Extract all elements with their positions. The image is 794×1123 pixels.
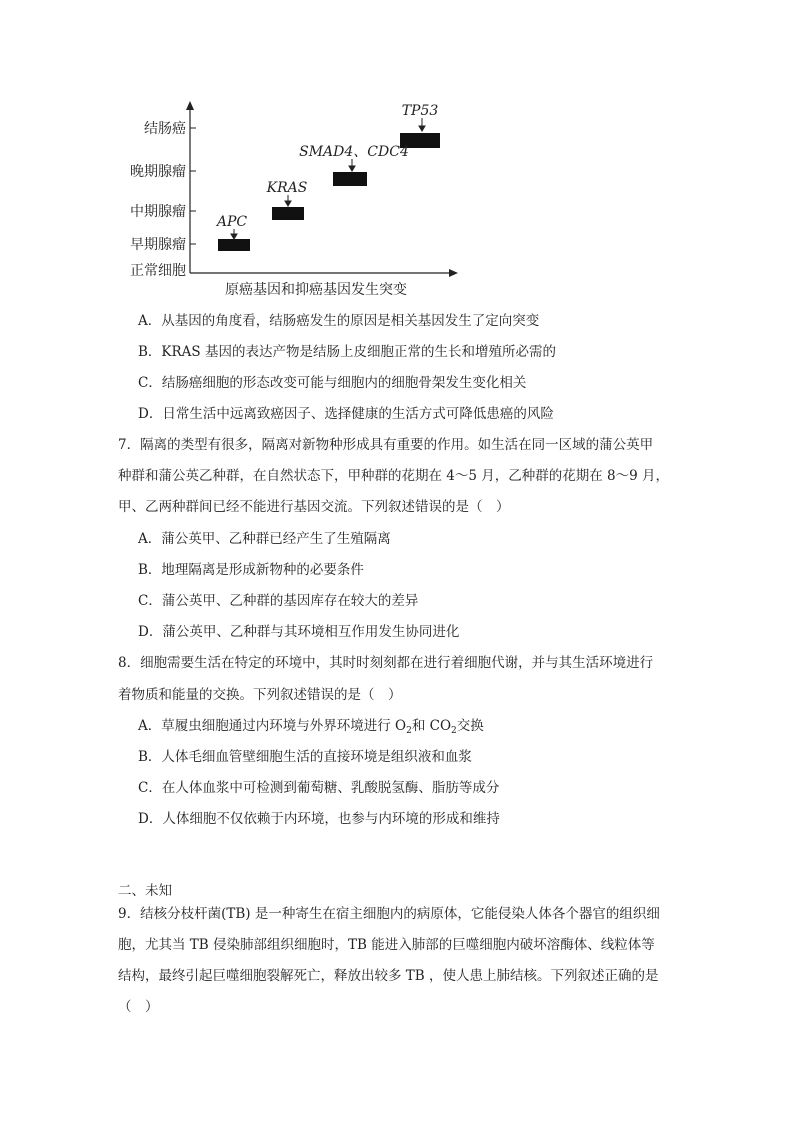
q7-stem-line-1: 7．隔离的类型有很多，隔离对新物种形成具有重要的作用。如生活在同一区域的蒲公英甲 (118, 437, 654, 453)
x-axis-label: 原癌基因和抑癌基因发生突变 (225, 282, 407, 298)
q9-stem-line-4: （ ） (118, 999, 159, 1015)
bar-kras (272, 207, 304, 220)
gene-label-kras: KRAS (266, 180, 308, 196)
stage-label-early-adenoma: 早期腺瘤 (130, 237, 186, 253)
q7-stem-line-3: 甲、乙两种群间已经不能进行基因交流。下列叙述错误的是（ ） (118, 499, 510, 515)
stage-label-late-adenoma: 晚期腺瘤 (130, 164, 186, 180)
q7-option-d: D．蒲公英甲、乙种群与其环境相互作用发生协同进化 (138, 624, 460, 640)
q8-stem-line-1: 8．细胞需要生活在特定的环境中，其时时刻刻都在进行着细胞代谢，并与其生活环境进行 (118, 655, 654, 671)
q6-option-c: C．结肠癌细胞的形态改变可能与细胞内的细胞骨架发生变化相关 (138, 375, 527, 391)
q8-option-d: D．人体细胞不仅依赖于内环境，也参与内环境的形成和维持 (138, 811, 500, 827)
q9-stem-line-3: 结构，最终引起巨噬细胞裂解死亡，释放出较多 TB ，使人患上肺结核。下列叙述正确的是 (118, 968, 659, 984)
stage-label-normal-cell: 正常细胞 (130, 263, 186, 279)
stage-label-mid-adenoma: 中期腺瘤 (130, 204, 186, 220)
stage-label-colon-cancer: 结肠癌 (144, 121, 186, 137)
gene-label-tp53: TP53 (401, 103, 439, 119)
q8-stem-line-2: 着物质和能量的交换。下列叙述错误的是（ ） (118, 687, 402, 703)
cancer-progression-figure (100, 95, 480, 305)
bar-smad4-cdc4 (333, 172, 367, 186)
q6-option-b: B．KRAS 基因的表达产物是结肠上皮细胞正常的生长和增殖所必需的 (138, 344, 556, 360)
bar-apc (218, 239, 250, 251)
q8-option-a: A．草履虫细胞通过内环境与外界环境进行 $O_2$和 $CO_2$交换 (138, 718, 484, 736)
q9-stem-line-1: 9．结核分枝杆菌(TB) 是一种寄生在宿主细胞内的病原体，它能侵染人体各个器官的组织细 (118, 906, 660, 922)
q7-option-b: B．地理隔离是形成新物种的必要条件 (138, 562, 364, 578)
q7-option-c: C．蒲公英甲、乙种群的基因库存在较大的差异 (138, 593, 419, 609)
q7-option-a: A．蒲公英甲、乙种群已经产生了生殖隔离 (138, 531, 391, 547)
y-axis-arrow (186, 101, 194, 110)
q7-stem-line-2: 种群和蒲公英乙种群，在自然状态下，甲种群的花期在 4～5 月，乙种群的花期在 8～9 月， (118, 468, 670, 484)
q6-option-a: A．从基因的角度看，结肠癌发生的原因是相关基因发生了定向突变 (138, 313, 540, 329)
section-heading: 二、未知 (118, 883, 172, 899)
gene-label-apc: APC (216, 214, 248, 230)
x-axis-arrow (449, 269, 458, 277)
q8-option-c: C．在人体血浆中可检测到葡萄糖、乳酸脱氢酶、脂肪等成分 (138, 780, 500, 796)
q8-option-b: B．人体毛细血管壁细胞生活的直接环境是组织液和血浆 (138, 749, 472, 765)
q6-option-d: D．日常生活中远离致癌因子、选择健康的生活方式可降低患癌的风险 (138, 406, 554, 422)
gene-label-smad4-cdc4: SMAD4、CDC4 (299, 144, 409, 160)
q9-stem-line-2: 胞，尤其当 TB 侵染肺部组织细胞时，TB 能进入肺部的巨噬细胞内破坏溶酶体、线粒体等 (118, 937, 655, 953)
